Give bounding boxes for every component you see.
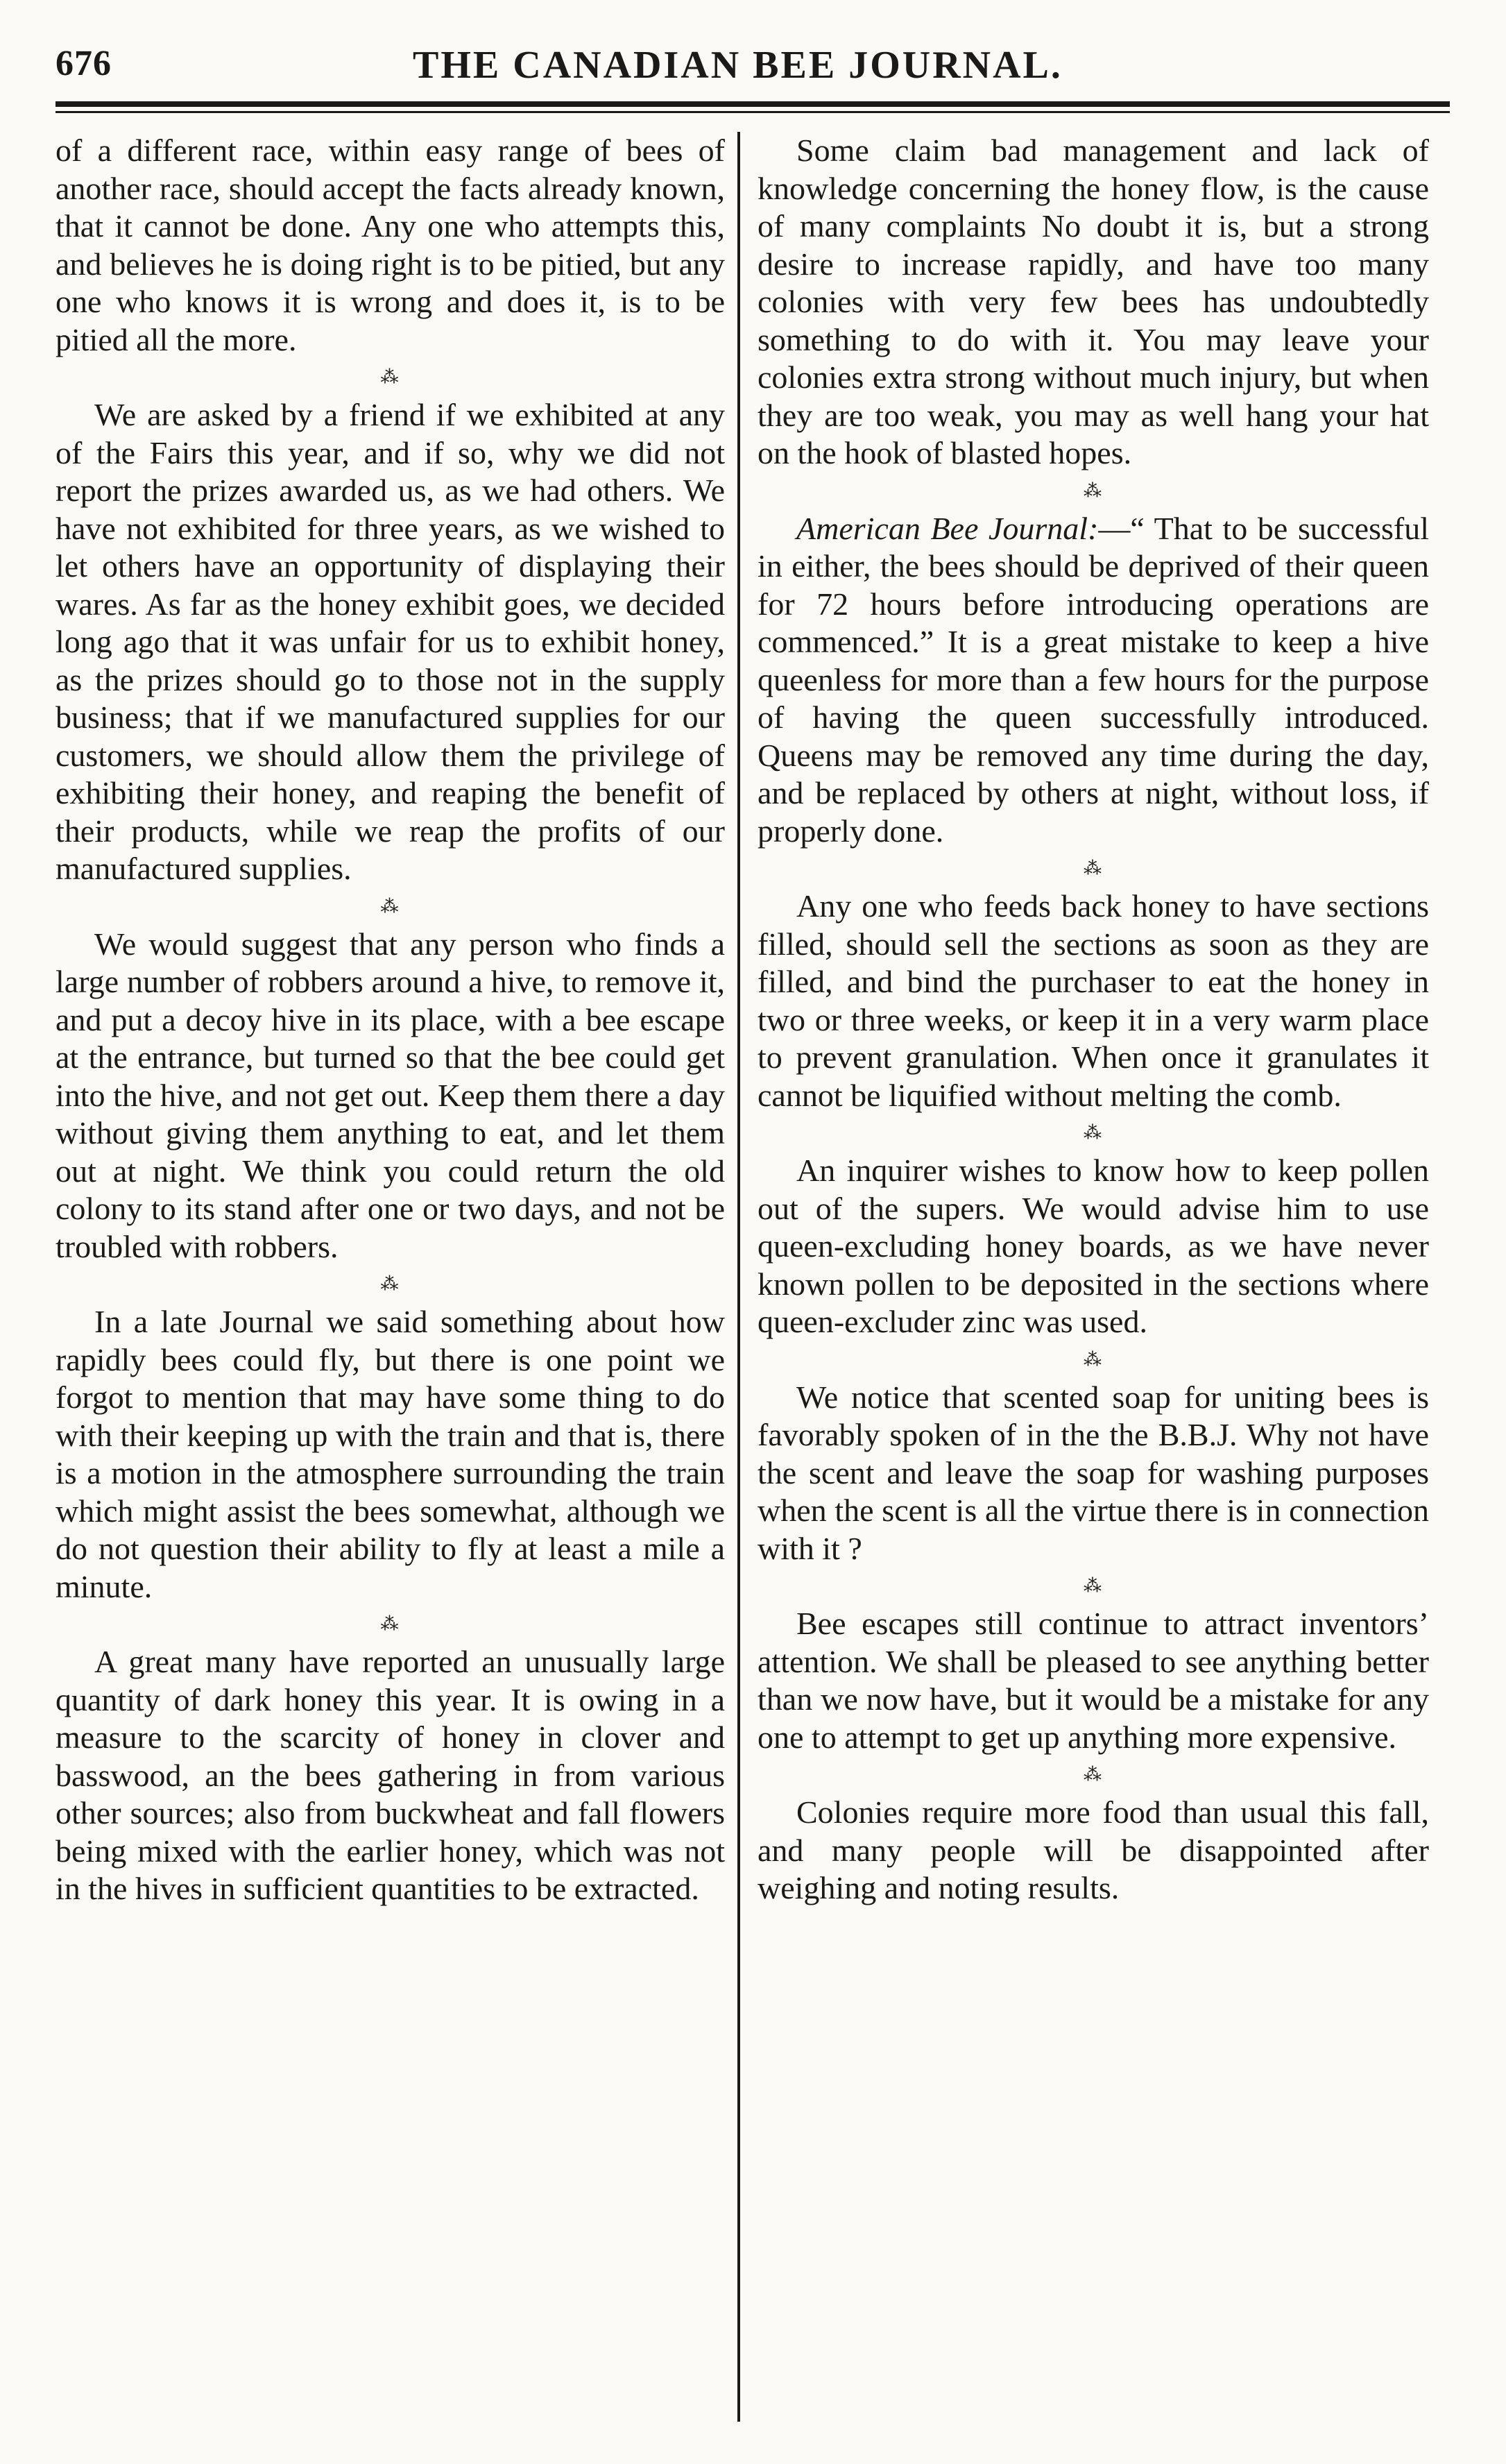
article-paragraph: A great many have reported an unusually large quantity of dark honey this year. It is owing in a measure to the scarcity of honey in clover and basswood, an the bees gathering in from various other sources; also from buckwheat and fall flowers being mixed with the earlier honey, which was not in the hives in sufficient quantities to be extracted. [55,1644,725,1906]
article-paragraph: We would suggest that any person who finds a large number of robbers around a hive, to remove it, and put a decoy hive in its place, with a bee escape at the entrance, but turned so that the bee could get into the hive, and not get out. Keep them there a day without giving them anything to eat, and let them out at night. We think you could return the old colony to its stand after one or two days, and not be troubled with robbers. [55,926,725,1264]
asterism-separator: ⁂ [1084,1765,1103,1785]
asterism-separator: ⁂ [380,1274,400,1294]
journal-title: THE CANADIAN BEE JOURNAL. [413,44,1063,87]
asterism-separator: ⁂ [1084,1576,1103,1596]
page-number: 676 [55,44,112,83]
asterism-separator: ⁂ [380,896,400,917]
asterism-separator: ⁂ [380,1614,400,1634]
left-column [55,132,725,1908]
header-rule-thick [55,101,1450,107]
article-paragraph: Any one who feeds back honey to have sections filled, should sell the sections as soon as they are filled, and bind the purchaser to eat the honey in two or three weeks, or keep it in a very warm place to prevent granulation. When once it granulates it cannot be liquified without melting the comb. [758,888,1429,1113]
article-paragraph: An inquirer wishes to know how to keep pollen out of the supers. We would advise him to use queen-excluding honey boards, as we have never known pollen to be deposited in the sections where queen-excluder zinc was used. [758,1153,1429,1339]
header-rule-thin [55,111,1450,113]
page-header [55,43,1443,92]
asterism-separator: ⁂ [1084,1123,1103,1143]
asterism-separator: ⁂ [1084,1349,1103,1370]
asterism-separator: ⁂ [1084,480,1103,501]
article-paragraph: of a different race, within easy range of bees of another race, should accept the facts already known, that it cannot be done. Any one who attempts this, and believes he is doing right is to be pitied, but any one who knows it is wrong and does it, is to be pitied all the more. [55,133,725,357]
article-paragraph [758,510,1429,851]
article-paragraph: We notice that scented soap for uniting bees is favorably spoken of in the the B.B.J. Why not have the scent and leave the soap for washing purposes when the scent is all the virtue there is in connection with it ? [758,1379,1429,1566]
asterism-separator: ⁂ [380,367,400,387]
paragraph-body: —“ That to be successful in either, the bees should be deprived of their queen for 72 hours before introducing operations are commenced.” It is a great mistake to keep a hive queenless for more than a few hours for the purpose of having the queen successfully introduced. Queens may be removed any time during the day, and be replaced by others at night, without loss, if properly done. [758,510,1430,849]
article-paragraph: Bee escapes still continue to attract inventors’ attention. We shall be pleased to see anything better than we now have, but it would be a mistake for any one to attempt to get up anything more expensive. [758,1606,1429,1755]
article-paragraph: In a late Journal we said something about how rapidly bees could fly, but there is one point we forgot to mention that may have some thing to do with their keeping up with the train and that is, there is a motion in the atmosphere surrounding the train which might assist the bees somewhat, although we do not question their ability to fly at least a mile a minute. [55,1304,725,1604]
column-divider [737,132,740,2422]
article-paragraph: Some claim bad management and lack of knowledge concerning the honey flow, is the cause of many complaints No doubt it is, but a strong desire to increase rapidly, and have too many colonies with very few bees has undoubtedly something to do with it. You may leave your colonies extra strong without much injury, but when they are too weak, you may as well hang your hat on the hook of blasted hopes. [758,133,1429,470]
article-paragraph: Colonies require more food than usual this fall, and many people will be disappointed after weighing and noting results. [758,1794,1429,1905]
article-paragraph: We are asked by a friend if we exhibited at any of the Fairs this year, and if so, why we did not report the prizes awarded us, as we had others. We have not exhibited for three years, as we wished to let others have an opportunity of displaying their wares. As far as the honey exhibit goes, we decided long ago that it was unfair for us to exhibit honey, as the prizes should go to those not in the supply business; that if we manufactured supplies for our customers, we should allow them the privilege of exhibiting their honey, and reaping the benefit of their products, while we reap the profits of our manufactured supplies. [55,397,725,886]
source-citation: American Bee Journal: [796,510,1099,546]
asterism-separator: ⁂ [1084,858,1103,878]
right-column [758,132,1429,1908]
